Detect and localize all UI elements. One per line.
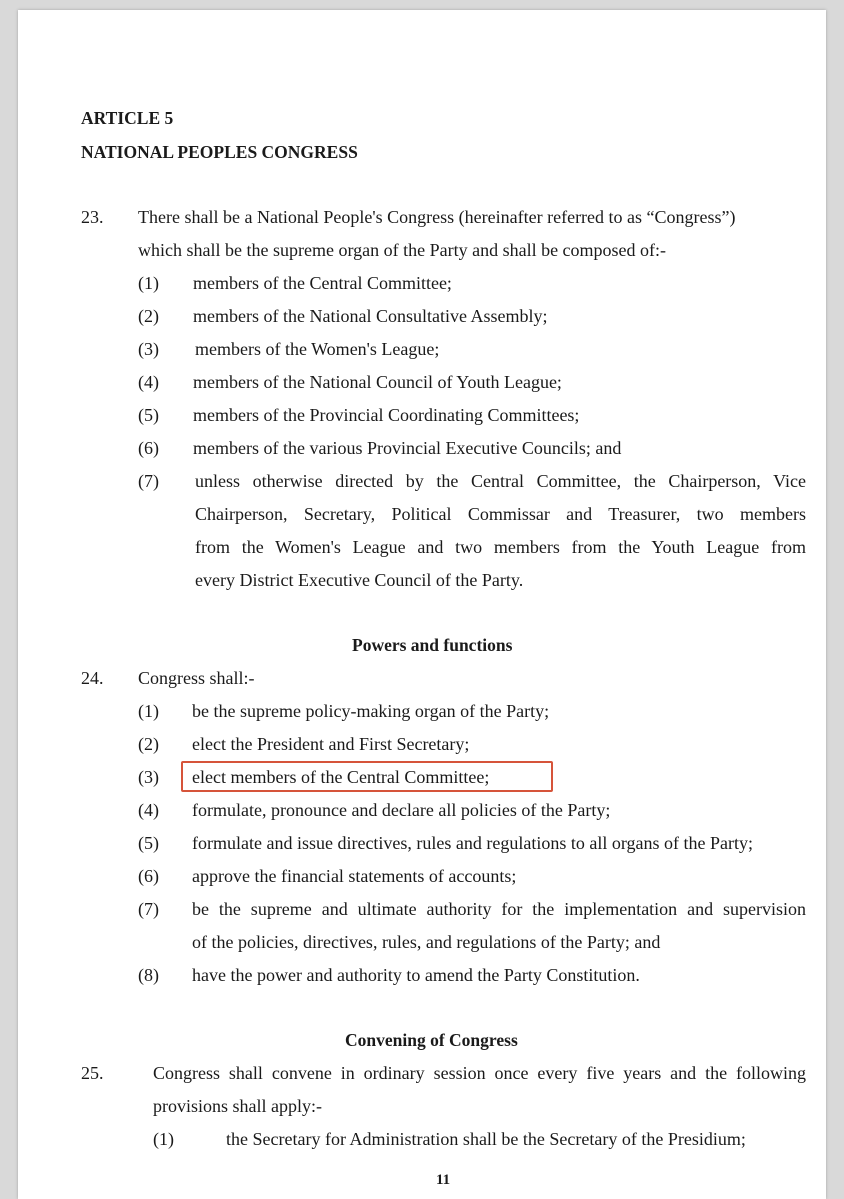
clause-24-item-num: (5) <box>138 833 159 853</box>
clause-24-item-text: be the supreme policy-making organ of the Party; <box>192 701 550 721</box>
clause-24-item-num: (7) <box>138 899 159 919</box>
clause-23-item-num: (6) <box>138 438 159 458</box>
clause-23-item-num: (4) <box>138 372 159 392</box>
clause-23-item-7-line3: from the Women's League and two members from the Youth League from <box>195 537 806 557</box>
clause-24-item-text: formulate, pronounce and declare all policies of the Party; <box>192 800 611 820</box>
clause-23-item-text: members of the National Council of Youth League; <box>193 372 562 392</box>
clause-23-item-num: (3) <box>138 339 159 359</box>
clause-24-item-num: (3) <box>138 767 159 787</box>
clause-24-intro: Congress shall:- <box>138 668 255 688</box>
clause-25-intro-line1: Congress shall convene in ordinary session once every five years and the following <box>153 1063 806 1083</box>
clause-24-item-num: (8) <box>138 965 159 985</box>
clause-23-item-text: members of the various Provincial Executive Councils; and <box>193 438 622 458</box>
clause-23-number: 23. <box>81 207 104 227</box>
highlight-annotation-box <box>181 761 553 792</box>
clause-23-item-text: members of the Women's League; <box>195 339 440 359</box>
clause-23-item-7-line2: Chairperson, Secretary, Political Commissar and Treasurer, two members <box>195 504 806 524</box>
clause-24-item-text: elect the President and First Secretary; <box>192 734 470 754</box>
clause-24-item-7-line2: of the policies, directives, rules, and regulations of the Party; and <box>192 932 661 952</box>
clause-24-item-num: (6) <box>138 866 159 886</box>
clause-24-item-7-line1: be the supreme and ultimate authority for the implementation and supervision <box>192 899 806 919</box>
clause-23-item-num: (2) <box>138 306 159 326</box>
clause-23-item-7-line4: every District Executive Council of the Party. <box>195 570 524 590</box>
section-title-powers: Powers and functions <box>352 635 513 655</box>
section-title-convening: Convening of Congress <box>345 1030 518 1050</box>
clause-23-item-num: (1) <box>138 273 159 293</box>
document-page <box>18 10 826 1199</box>
clause-25-item-text: the Secretary for Administration shall be the Secretary of the Presidium; <box>226 1129 746 1149</box>
page-number: 11 <box>436 1172 451 1188</box>
article-label: ARTICLE 5 <box>81 108 174 128</box>
clause-23-intro-line1: There shall be a National People's Congress (hereinafter referred to as “Congress”) <box>138 207 736 227</box>
clause-24-item-num: (4) <box>138 800 159 820</box>
clause-24-item-text: approve the financial statements of accounts; <box>192 866 517 886</box>
clause-24-number: 24. <box>81 668 104 688</box>
clause-23-intro-line2: which shall be the supreme organ of the Party and shall be composed of:- <box>138 240 667 260</box>
clause-24-item-num: (2) <box>138 734 159 754</box>
article-title: NATIONAL PEOPLES CONGRESS <box>81 142 358 162</box>
clause-25-number: 25. <box>81 1063 104 1083</box>
clause-24-item-text: have the power and authority to amend the Party Constitution. <box>192 965 640 985</box>
clause-25-item-num: (1) <box>153 1129 174 1149</box>
clause-24-item-text-highlighted: elect members of the Central Committee; <box>192 767 490 787</box>
clause-23-item-num: (7) <box>138 471 159 491</box>
clause-24-item-text: formulate and issue directives, rules and regulations to all organs of the Party; <box>192 833 754 853</box>
clause-23-item-text: members of the Central Committee; <box>193 273 452 293</box>
clause-23-item-num: (5) <box>138 405 159 425</box>
clause-24-item-num: (1) <box>138 701 159 721</box>
clause-25-intro-line2: provisions shall apply:- <box>153 1096 322 1116</box>
clause-23-item-text: members of the Provincial Coordinating Committees; <box>193 405 580 425</box>
clause-23-item-7-line1: unless otherwise directed by the Central Committee, the Chairperson, Vice <box>195 471 806 491</box>
clause-23-item-text: members of the National Consultative Assembly; <box>193 306 548 326</box>
